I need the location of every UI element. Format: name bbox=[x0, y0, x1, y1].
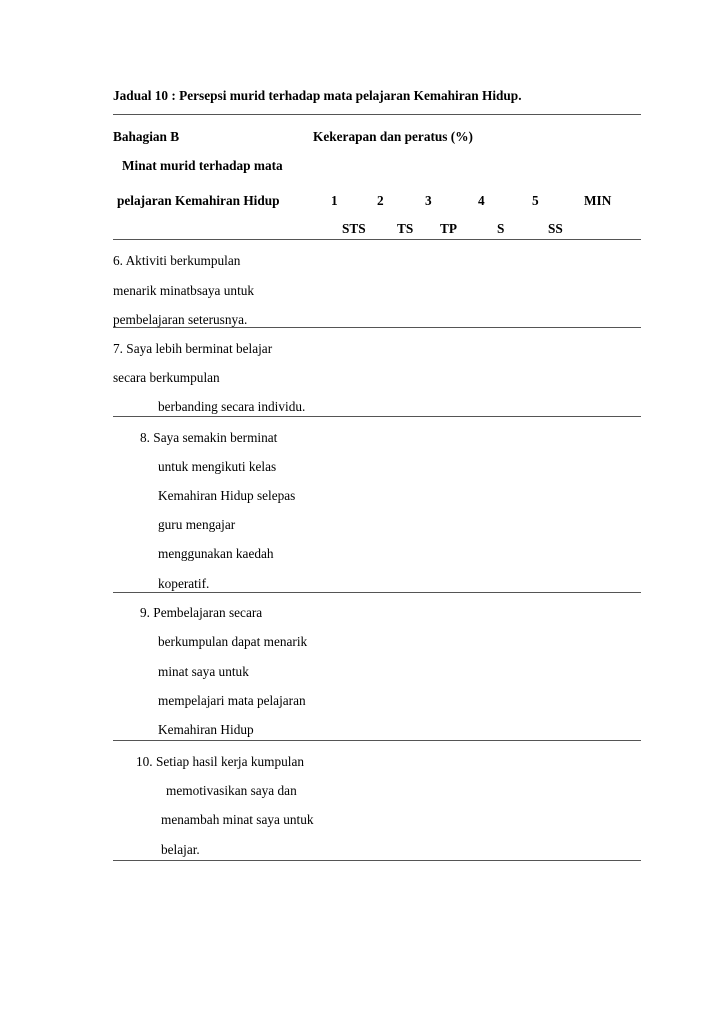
item-8-rule bbox=[113, 592, 641, 593]
section-label: Bahagian B bbox=[113, 129, 180, 144]
row-label-heading-line1: Minat murid terhadap mata bbox=[122, 158, 283, 173]
item-6-line-2: menarik minatbsaya untuk bbox=[113, 283, 255, 298]
row-label-heading-line2: pelajaran Kemahiran Hidup bbox=[117, 193, 280, 208]
item-6-rule bbox=[113, 327, 641, 328]
table-title: Jadual 10 : Persepsi murid terhadap mata pelajaran Kemahiran Hidup. bbox=[113, 88, 522, 103]
item-6-line-3: pembelajaran seterusnya. bbox=[113, 312, 248, 327]
item-6-line-1: 6. Aktiviti berkumpulan bbox=[113, 253, 241, 268]
scale-number-2: 2 bbox=[377, 193, 384, 208]
item-7-rule bbox=[113, 416, 641, 417]
item-8-line-2: untuk mengikuti kelas bbox=[158, 459, 277, 474]
scale-code-s: S bbox=[497, 221, 505, 236]
item-8-line-6: koperatif. bbox=[158, 576, 210, 591]
item-10-line-2: memotivasikan saya dan bbox=[166, 783, 297, 798]
item-8-line-1: 8. Saya semakin berminat bbox=[140, 430, 278, 445]
item-10-line-1: 10. Setiap hasil kerja kumpulan bbox=[136, 754, 305, 769]
item-8-line-4: guru mengajar bbox=[158, 517, 236, 532]
item-7-line-2: secara berkumpulan bbox=[113, 370, 220, 385]
item-10-rule bbox=[113, 860, 641, 861]
item-7-line-3: berbanding secara individu. bbox=[158, 399, 306, 414]
scale-number-3: 3 bbox=[425, 193, 432, 208]
item-9-line-4: mempelajari mata pelajaran bbox=[158, 693, 306, 708]
item-8-line-5: menggunakan kaedah bbox=[158, 546, 274, 561]
item-9-line-2: berkumpulan dapat menarik bbox=[158, 634, 308, 649]
title-rule bbox=[113, 114, 641, 115]
scale-number-5: 5 bbox=[532, 193, 539, 208]
item-9-line-1: 9. Pembelajaran secara bbox=[140, 605, 263, 620]
item-8-line-3: Kemahiran Hidup selepas bbox=[158, 488, 296, 503]
scale-code-sts: STS bbox=[342, 221, 366, 236]
scale-number-4: 4 bbox=[478, 193, 485, 208]
item-9-line-3: minat saya untuk bbox=[158, 664, 249, 679]
item-9-rule bbox=[113, 740, 641, 741]
scale-code-ts: TS bbox=[397, 221, 414, 236]
item-10-line-3: menambah minat saya untuk bbox=[161, 812, 314, 827]
scale-code-ss: SS bbox=[548, 221, 563, 236]
item-10-line-4: belajar. bbox=[161, 842, 200, 857]
scale-min: MIN bbox=[584, 193, 612, 208]
scale-number-1: 1 bbox=[331, 193, 338, 208]
item-9-line-5: Kemahiran Hidup bbox=[158, 722, 254, 737]
scale-code-tp: TP bbox=[440, 221, 457, 236]
frequency-heading: Kekerapan dan peratus (%) bbox=[313, 129, 473, 144]
header-rule bbox=[113, 239, 641, 240]
item-7-line-1: 7. Saya lebih berminat belajar bbox=[113, 341, 273, 356]
